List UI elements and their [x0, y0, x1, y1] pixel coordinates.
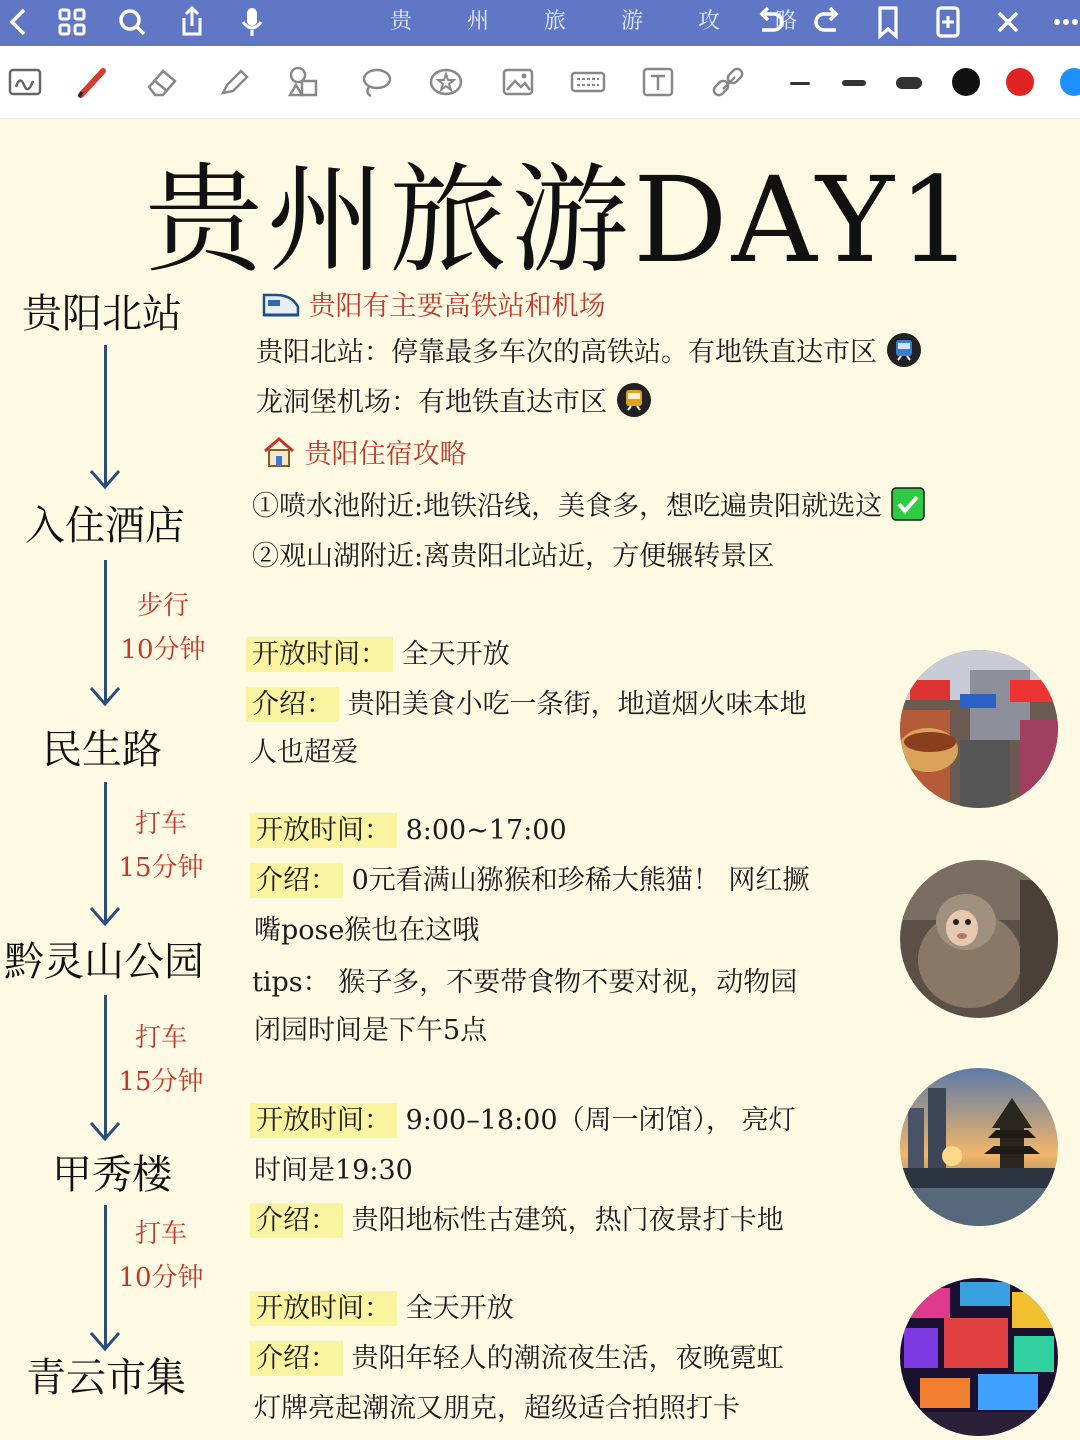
stop-qingyun-market: 青云市集	[26, 1355, 186, 1401]
intro-label: 介绍：	[250, 1203, 343, 1238]
mic-icon[interactable]	[232, 2, 272, 42]
pen-icon[interactable]	[70, 60, 114, 104]
arrival-line-text: 龙洞堡机场：有地铁直达市区	[256, 387, 607, 418]
transfer-time: 15分钟	[118, 853, 204, 883]
color-blue-swatch[interactable]	[1060, 68, 1080, 96]
arrival-line-text: 贵阳北站：停靠最多车次的高铁站。有地铁直达市区	[256, 337, 877, 368]
qianling-hours	[250, 808, 567, 847]
qingyun-intro	[250, 1336, 784, 1375]
hotel-option-2: ②观山湖附近:离贵阳北站近，方便辗转景区	[252, 541, 775, 572]
stop-jiaxiu-tower: 甲秀楼	[52, 1152, 172, 1198]
qingyun-market-photo	[900, 1278, 1058, 1436]
jiaxiu-hours-cont: 时间是19:30	[254, 1155, 413, 1186]
arrival-line-north-station	[256, 330, 922, 375]
timeline-line	[104, 560, 107, 702]
hours-label: 开放时间：	[250, 1103, 397, 1138]
intro-text: 贵阳年轻人的潮流夜生活，夜晚霓虹	[351, 1343, 784, 1374]
eraser-icon[interactable]	[140, 60, 184, 104]
qianling-tips: tips： 猴子多，不要带食物不要对视，动物园	[252, 967, 798, 998]
stop-qianling-park: 黔灵山公园	[4, 939, 204, 985]
transfer-mode: 打车	[134, 809, 187, 839]
page-title: 贵州旅游DAY1	[145, 151, 978, 289]
check-mark-icon	[891, 487, 925, 528]
intro-label: 介绍：	[250, 863, 343, 898]
intro-label: 介绍：	[246, 687, 339, 722]
document-title: 贵 州 旅 游 攻 略	[390, 9, 821, 34]
color-black-swatch[interactable]	[952, 68, 980, 96]
stroke-thin-option[interactable]	[790, 82, 810, 85]
transfer-time: 10分钟	[118, 1263, 204, 1293]
highlighter-icon[interactable]	[212, 60, 256, 104]
hours-value: 全天开放	[401, 639, 510, 670]
bookmark-icon[interactable]	[868, 2, 908, 42]
hotel-option-1	[252, 484, 925, 528]
transfer-info	[106, 802, 216, 890]
close-icon[interactable]	[988, 2, 1028, 42]
intro-text: 0元看满山猕猴和珍稀大熊猫！ 网红撅	[351, 865, 810, 896]
arrival-heading-text: 贵阳有主要高铁站和机场	[308, 291, 606, 322]
drawing-toolbar	[0, 46, 1080, 119]
hours-label: 开放时间：	[250, 813, 397, 848]
house-icon	[262, 435, 296, 476]
hotel-option-text: ①喷水池附近:地铁沿线，美食多，想吃遍贵阳就选这	[252, 491, 883, 522]
stop-minshenglu: 民生路	[42, 727, 162, 773]
arrival-heading	[262, 284, 606, 326]
stop-guiyang-north-station: 贵阳北站	[22, 291, 182, 337]
minshenglu-street-photo	[900, 650, 1058, 808]
arrival-line-airport	[256, 380, 652, 425]
undo-icon[interactable]	[750, 2, 790, 42]
minshenglu-hours	[246, 632, 510, 671]
hours-value: 9:00–18:00（周一闭馆）， 亮灯	[405, 1105, 796, 1136]
stroke-medium-option[interactable]	[842, 80, 866, 86]
sticker-icon[interactable]	[424, 60, 468, 104]
qingyun-hours	[250, 1286, 514, 1325]
transfer-info	[108, 584, 218, 672]
train-icon	[262, 289, 300, 326]
stroke-thick-option[interactable]	[896, 77, 922, 89]
macaque-photo	[900, 860, 1058, 1018]
transfer-mode: 打车	[134, 1219, 187, 1249]
shapes-icon[interactable]	[282, 60, 326, 104]
intro-label: 介绍：	[250, 1341, 343, 1376]
qingyun-intro-cont: 灯牌亮起潮流又朋克，超级适合拍照打卡	[254, 1393, 740, 1424]
transfer-time: 15分钟	[118, 1067, 204, 1097]
hotel-heading	[262, 432, 467, 476]
grid-icon[interactable]	[52, 2, 92, 42]
add-page-icon[interactable]	[928, 2, 968, 42]
hours-label: 开放时间：	[250, 1291, 397, 1326]
hotel-heading-text: 贵阳住宿攻略	[304, 439, 467, 470]
text-box-icon[interactable]	[636, 60, 680, 104]
minshenglu-intro-cont: 人也超爱	[250, 737, 358, 768]
transfer-info	[106, 1016, 216, 1104]
qianling-tips-cont: 闭园时间是下午5点	[254, 1015, 488, 1046]
intro-text: 贵阳美食小吃一条街，地道烟火味本地	[347, 689, 807, 720]
transfer-mode: 步行	[136, 591, 189, 621]
hours-label: 开放时间：	[246, 637, 393, 672]
hours-value: 8:00~17:00	[405, 815, 567, 846]
transfer-time: 10分钟	[120, 635, 206, 665]
color-red-swatch[interactable]	[1006, 68, 1034, 96]
transfer-mode: 打车	[134, 1023, 187, 1053]
minshenglu-intro	[246, 682, 807, 721]
top-nav-bar	[0, 0, 1080, 46]
lasso-icon[interactable]	[354, 60, 398, 104]
qianling-intro	[250, 858, 809, 897]
more-icon[interactable]	[1046, 2, 1080, 42]
metro-icon	[616, 382, 652, 425]
link-icon[interactable]	[706, 60, 750, 104]
timeline-line	[104, 345, 107, 485]
keyboard-icon[interactable]	[566, 60, 610, 104]
image-icon[interactable]	[496, 60, 540, 104]
jiaxiu-tower-photo	[900, 1068, 1058, 1226]
read-mode-icon[interactable]	[4, 60, 48, 104]
intro-text: 贵阳地标性古建筑，热门夜景打卡地	[351, 1205, 784, 1236]
search-icon[interactable]	[112, 2, 152, 42]
jiaxiu-hours	[250, 1098, 796, 1137]
qianling-intro-cont: 嘴pose猴也在这哦	[254, 915, 480, 946]
redo-icon[interactable]	[808, 2, 848, 42]
jiaxiu-intro	[250, 1198, 784, 1237]
stop-hotel: 入住酒店	[25, 503, 185, 549]
share-icon[interactable]	[172, 2, 212, 42]
hours-value: 全天开放	[405, 1293, 514, 1324]
transfer-info	[106, 1212, 216, 1300]
metro-icon	[886, 332, 922, 375]
back-icon[interactable]	[0, 2, 40, 42]
